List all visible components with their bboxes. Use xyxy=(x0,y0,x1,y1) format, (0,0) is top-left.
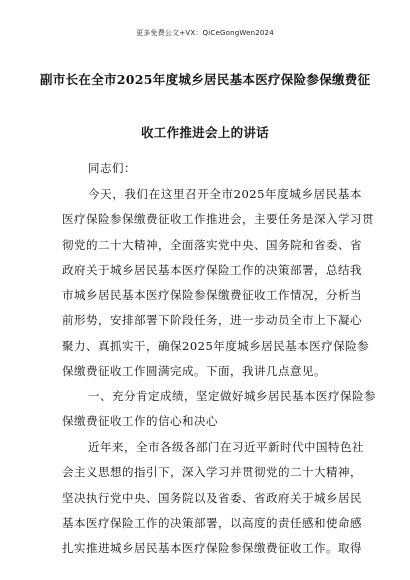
paragraph-line: 今天，我们在这里召开全市2025年度城乡居民基本 xyxy=(88,187,362,201)
paragraph-opening xyxy=(62,182,374,384)
paragraph-line: 前形势，安排部署下阶段任务，进一步动员全市上下凝心 xyxy=(62,313,362,328)
header-note: 更多免费公文+VX：QiCeGongWen2024 xyxy=(136,29,274,37)
salutation: 同志们： xyxy=(88,161,136,175)
paragraph-line: 基本医疗保险工作的决策部署，以高度的责任感和使命感 xyxy=(62,515,362,530)
paragraph-line: 医疗保险参保缴费征收工作推进会，主要任务是深入学习贯 xyxy=(62,212,374,227)
document-title-line-1: 副市长在全市2025年度城乡居民基本医疗保险参保缴费征 xyxy=(40,72,371,87)
paragraph-line: 政府关于城乡居民基本医疗保险工作的决策部署，总结我 xyxy=(62,262,362,277)
paragraph-line: 保缴费征收工作圆满完成。下面，我讲几点意见。 xyxy=(62,364,326,379)
section-heading-line: 保缴费征收工作的信心和决心 xyxy=(62,414,218,429)
paragraph-line: 市城乡居民基本医疗保险参保缴费征收工作情况，分析当 xyxy=(62,288,362,303)
paragraph-line: 扎实推进城乡居民基本医疗保险参保缴费征收工作。取得 xyxy=(62,541,362,556)
paragraph-line: 会主义思想的指引下，深入学习并贯彻党的二十大精神， xyxy=(62,465,362,480)
section-heading-line: 一、充分肯定成绩，坚定做好城乡居民基本医疗保险参 xyxy=(88,389,376,403)
section-heading-1 xyxy=(62,384,376,435)
paragraph-achievements xyxy=(62,435,362,561)
paragraph-line: 坚决执行党中央、国务院以及省委、省政府关于城乡居民 xyxy=(62,490,362,505)
paragraph-line: 聚力、真抓实干，确保2025年度城乡居民基本医疗保险参 xyxy=(62,338,370,353)
paragraph-line: 彻党的二十大精神，全面落实党中央、国务院和省委、省 xyxy=(62,237,362,252)
document-title-line-2: 收工作推进会上的讲话 xyxy=(140,125,269,140)
paragraph-line: 近年来，全市各级各部门在习近平新时代中国特色社 xyxy=(88,440,364,454)
